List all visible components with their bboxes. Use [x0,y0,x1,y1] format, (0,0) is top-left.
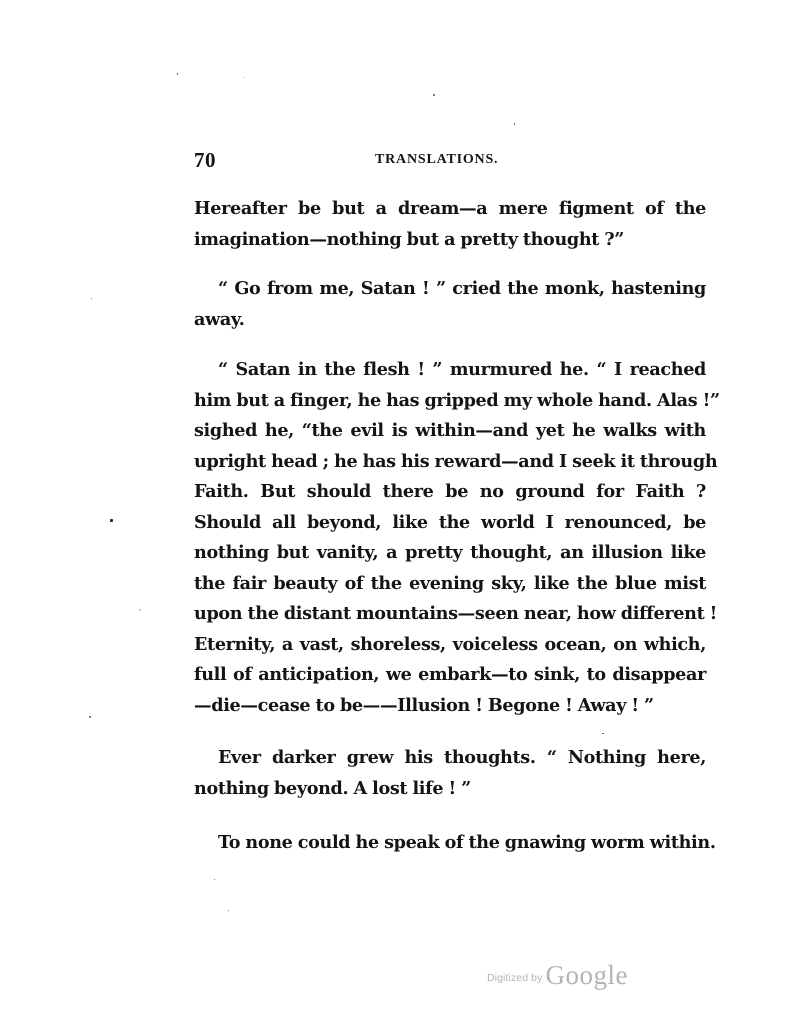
scan-speck [602,733,604,734]
paragraph-4 [194,743,706,804]
text-line: the fair beauty of the evening sky, like the blue mist [194,572,706,594]
paragraph-3 [194,355,720,721]
paragraph-5 [194,828,716,859]
scan-speck [139,609,141,611]
paragraph-1 [194,194,706,255]
text-line: nothing but vanity, a pretty thought, an illusion like [194,542,706,563]
scan-speck [177,73,178,75]
scan-speck [228,910,229,911]
text-line: “ Go from me, Satan ! ” cried the monk, hastening [218,278,706,299]
text-line: sighed he, “the evil is within—and yet he walks with [194,420,706,441]
text-line: upon the distant mountains—seen near, how different ! [194,603,718,624]
text-line: upright head ; he has his reward—and I seek it through [194,450,718,472]
scan-speck [89,716,91,718]
text-line: Should all beyond, like the world I renounced, be [194,511,706,533]
text-line: imagination—nothing but a pretty thought ?” [194,228,625,250]
text-line: away. [194,308,245,330]
scan-speck [433,94,435,96]
scan-speck [243,77,244,78]
text-line: “ Satan in the flesh ! ” murmured he. “ I reached [218,359,706,380]
page-number: 70 [194,148,216,172]
text-line: Hereafter be but a dream—a mere figment of the [194,198,706,219]
text-line: —die—cease to be——Illusion ! Begone ! Away ! ” [194,694,654,716]
scan-speck [514,123,515,125]
text-line: Faith. But should there be no ground for Faith ? [194,481,706,502]
text-line: To none could he speak of the gnawing worm within. [218,832,716,853]
text-line: him but a finger, he has gripped my whole hand. Alas !” [194,389,720,411]
digitized-by-label: Digitized by [487,972,543,984]
scan-speck [110,519,113,522]
text-line: Ever darker grew his thoughts. “ Nothing here, [218,747,706,768]
paragraph-2 [194,274,706,335]
running-head: TRANSLATIONS. [375,152,499,167]
google-logo-text: Google [545,960,628,990]
scan-speck [91,298,92,299]
scan-speck [214,879,215,880]
text-line: full of anticipation, we embark—to sink, to disappear [194,664,706,685]
digitized-by-google-watermark [487,960,628,990]
text-line: nothing beyond. A lost life ! ” [194,777,471,799]
page-header [194,148,706,172]
text-line: Eternity, a vast, shoreless, voiceless ocean, on which, [194,633,706,655]
